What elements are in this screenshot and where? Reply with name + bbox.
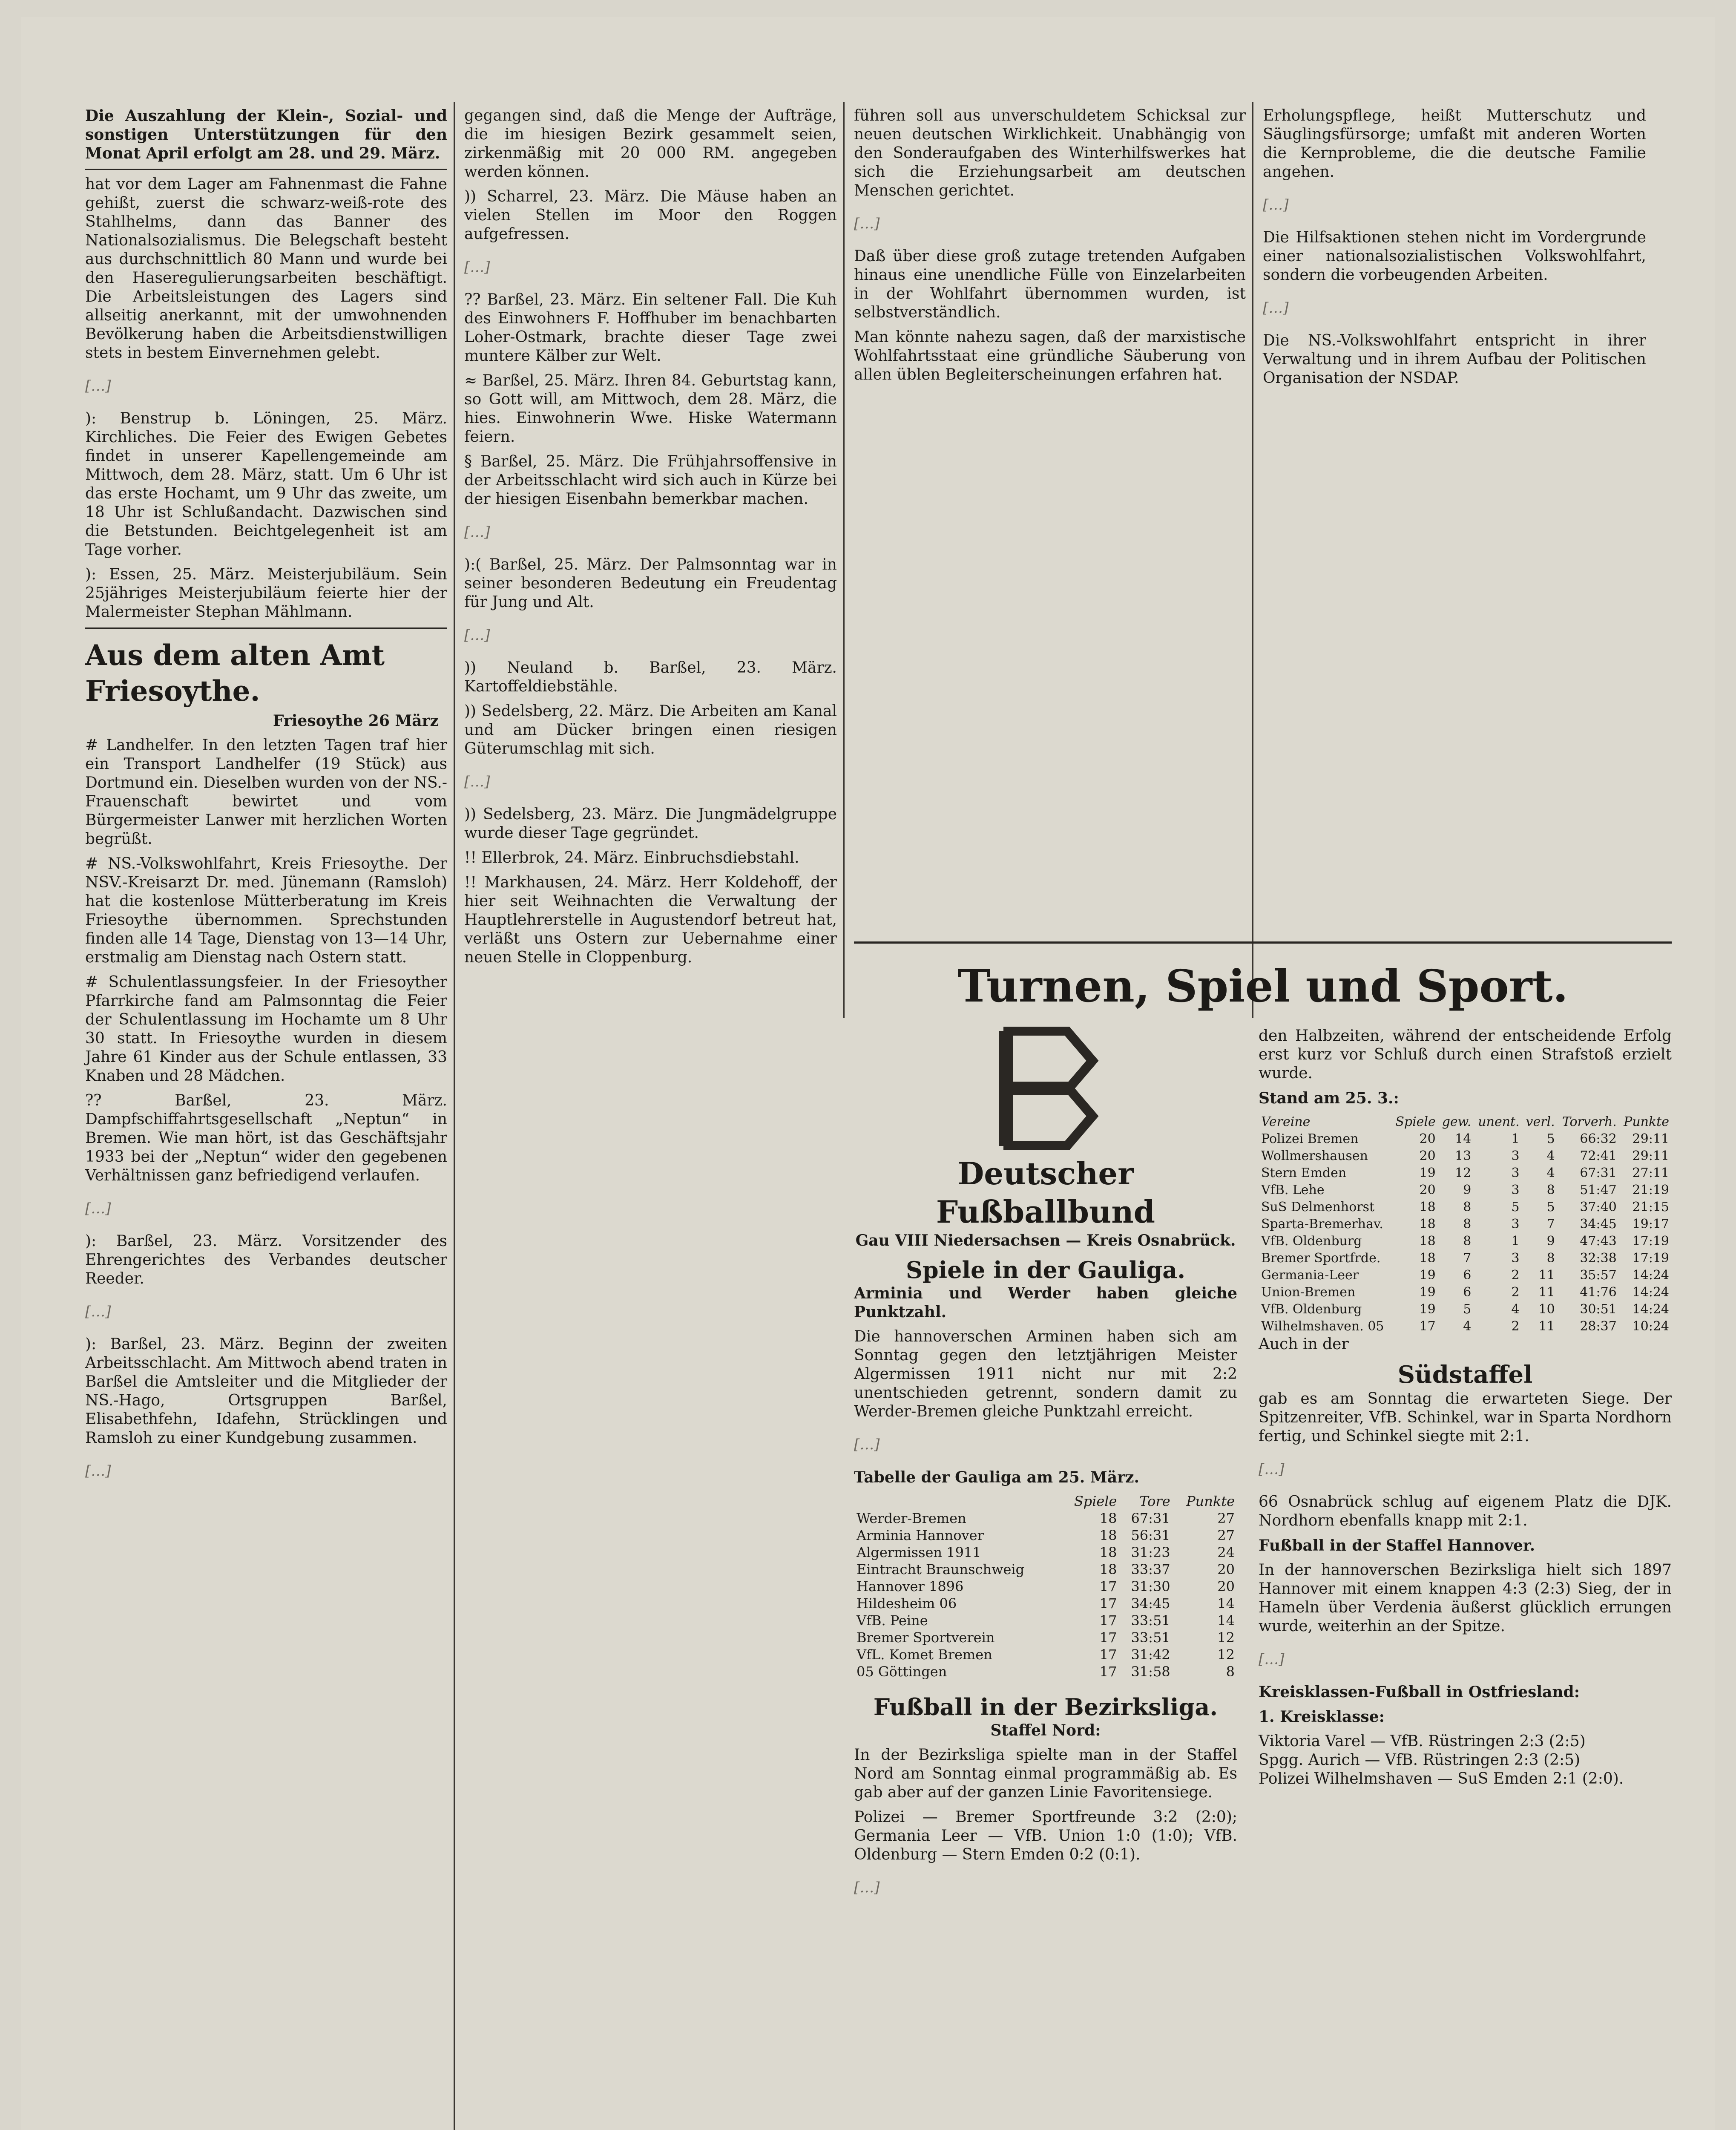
table-cell: VfB. Peine xyxy=(857,1612,928,1629)
table-cell: 67:31 xyxy=(1131,1510,1170,1526)
table-row xyxy=(854,1612,1237,1629)
table-cell: Werder-Bremen xyxy=(857,1510,966,1526)
article-reeder: ): Barßel, 23. März. Vorsitzender des Ehrengerichtes des Verbandes deutscher Reeder. xyxy=(85,1232,447,1287)
table-cell: 18 xyxy=(1099,1561,1117,1577)
table-cell: 20 xyxy=(1419,1148,1436,1163)
table-cell: 6 xyxy=(1463,1268,1472,1283)
table-header-cell: gew. xyxy=(1442,1114,1472,1129)
table-cell: 11 xyxy=(1538,1319,1555,1334)
standings-table xyxy=(1259,1114,1672,1335)
table-cell: 18 xyxy=(1419,1200,1436,1215)
table-cell: 14 xyxy=(1455,1131,1472,1146)
article-seltener-fall: ?? Barßel, 23. März. Ein seltener Fall. Die Kuh des Einwohners F. Hoffhuber im benachbarten Loher-Ostmark, brachte dieser Tage zwei muntere Kälber zur Welt. xyxy=(464,291,837,365)
table-cell: VfB. Oldenburg xyxy=(1261,1234,1362,1249)
table-row xyxy=(1259,1318,1672,1335)
table-cell: 19 xyxy=(1419,1285,1436,1300)
article-text: Die NS.-Volkswohlfahrt entspricht in ihrer Verwaltung und in ihrem Aufbau der Politischen Organisation der NSDAP. xyxy=(1263,332,1646,387)
table-cell: Union-Bremen xyxy=(1261,1285,1356,1300)
suedstaffel-text: gab es am Sonntag die erwarteten Siege. Der Spitzenreiter, VfB. Schinkel, war in Sparta Nordhorn fertig, und Schinkel siegte mit 2:1. xyxy=(1259,1390,1672,1445)
table-cell: 41:76 xyxy=(1580,1285,1617,1300)
table-cell: 5 xyxy=(1511,1200,1520,1215)
illegible-text: […] xyxy=(1263,196,1289,213)
table-row xyxy=(854,1595,1237,1612)
table-cell: 20 xyxy=(1217,1578,1235,1595)
standings-note: Auch in der xyxy=(1259,1336,1349,1353)
column-2 xyxy=(464,106,837,973)
table-cell: 3 xyxy=(1511,1148,1520,1163)
illegible-text: […] xyxy=(464,773,490,790)
table-header-row xyxy=(1259,1114,1672,1131)
table-cell: 2 xyxy=(1511,1285,1520,1300)
table-cell: 4 xyxy=(1546,1148,1555,1163)
column-3 xyxy=(854,106,1246,390)
suedstaffel-title: Südstaffel xyxy=(1397,1361,1533,1389)
article-geburtstag: ≈ Barßel, 25. März. Ihren 84. Geburtstag kann, so Gott will, am Mittwoch, dem 28. März, die hies. Einwohnerin Wwe. Hiske Watermann feiern. xyxy=(464,372,837,446)
table-cell: 19 xyxy=(1419,1166,1436,1180)
article-essen: ): Essen, 25. März. Meisterjubiläum. Sein 25jähriges Meisterjubiläum feierte hier der Malermeister Stephan Mählmann. xyxy=(85,566,447,621)
section-title: Aus dem alten Amt Friesoythe. xyxy=(85,639,385,708)
table-cell: 30:51 xyxy=(1580,1302,1617,1317)
table-cell: 3 xyxy=(1511,1251,1520,1266)
table-header-cell xyxy=(854,1493,1062,1510)
table-cell: 1 xyxy=(1511,1234,1520,1249)
table-cell: 31:58 xyxy=(1131,1664,1170,1680)
table-header-cell: unent. xyxy=(1478,1114,1520,1129)
table-cell: 19 xyxy=(1419,1268,1436,1283)
table-cell: 9 xyxy=(1463,1183,1472,1197)
table-cell: 20 xyxy=(1419,1183,1436,1197)
dfb-title: Deutscher Fußballbund xyxy=(936,1155,1155,1230)
bezirksliga-title: Fußball in der Bezirksliga. xyxy=(873,1693,1218,1721)
gau-line: Gau VIII Niedersachsen — Kreis Osnabrück. xyxy=(855,1232,1236,1249)
article-text: führen soll aus unverschuldetem Schicksal zur neuen deutschen Wirklichkeit. Unabhängig von den Sonderaufgaben des Winterhilfswerkes hat sich die Erziehungsarbeit am deutschen Menschen gerichtet. xyxy=(854,107,1246,199)
table-cell: 17 xyxy=(1099,1646,1117,1663)
table-cell: 8 xyxy=(1463,1234,1472,1249)
table-cell: 05 Göttingen xyxy=(857,1664,947,1680)
newspaper-page xyxy=(21,17,1715,2130)
ostfriesland-title: Kreisklassen-Fußball in Ostfriesland: xyxy=(1259,1683,1580,1701)
illegible-text: […] xyxy=(1259,1461,1285,1478)
article-arbeitsschlacht: ): Barßel, 23. März. Beginn der zweiten Arbeitsschlacht. Am Mittwoch abend traten in Barßel die Amtsleiter und die Mitglieder der NS.-Hago, Ortsgruppen Barßel, Elisabethfehn, Idafehn, Strücklingen und Ramsloh zu einer Kundgebung zusammen. xyxy=(85,1336,447,1447)
bezirksliga-text: In der Bezirksliga spielte man in der Staffel Nord am Sonntag einmal programmäßig ab. Es gab aber auf der ganzen Linie Favoritensiege. xyxy=(854,1746,1237,1801)
column-rule xyxy=(454,102,455,2130)
illegible-text: […] xyxy=(85,377,111,394)
table-cell: 17 xyxy=(1099,1629,1117,1646)
column-4 xyxy=(1263,106,1646,394)
table-cell: Eintracht Braunschweig xyxy=(857,1561,1025,1577)
table-cell: 8 xyxy=(1463,1217,1472,1232)
table-header-cell: Torverh. xyxy=(1562,1114,1617,1129)
article-text: Erholungspflege, heißt Mutterschutz und Säuglingsfürsorge; umfaßt mit anderen Worten die Kernprobleme, die die deutsche Familie angehen. xyxy=(1263,107,1646,181)
table-row xyxy=(854,1544,1237,1561)
table-cell: 7 xyxy=(1546,1217,1555,1232)
illegible-text: […] xyxy=(464,259,490,276)
table-row xyxy=(1259,1216,1672,1233)
table-cell: 4 xyxy=(1511,1302,1520,1317)
table-cell: 2 xyxy=(1511,1319,1520,1334)
article-palmsonntag: ):( Barßel, 25. März. Der Palmsonntag war in seiner besonderen Bedeutung ein Freudentag für Jung und Alt. xyxy=(464,556,837,611)
table-cell: Bremer Sportverein xyxy=(857,1629,995,1646)
table-row xyxy=(854,1510,1237,1527)
table-cell: 34:45 xyxy=(1131,1595,1170,1612)
column-rule xyxy=(843,102,845,1018)
table-row xyxy=(1259,1148,1672,1165)
table-cell: Sparta-Bremerhav. xyxy=(1261,1217,1383,1232)
table-header-cell: verl. xyxy=(1526,1114,1555,1129)
table-header-cell: Spiele xyxy=(1395,1114,1436,1129)
table-cell: 14:24 xyxy=(1632,1302,1669,1317)
table-row xyxy=(854,1646,1237,1663)
table-cell: 20 xyxy=(1419,1131,1436,1146)
table-row xyxy=(1259,1267,1672,1284)
notice-payment: Die Auszahlung der Klein-, Sozial- und sonstigen Unterstützungen für den Monat April erfolgt am 28. und 29. März. xyxy=(85,107,447,162)
table-row xyxy=(1259,1250,1672,1267)
illegible-text: […] xyxy=(85,1200,111,1217)
table-row xyxy=(1259,1131,1672,1148)
table-cell: 34:45 xyxy=(1580,1217,1617,1232)
table-cell: 14:24 xyxy=(1632,1285,1669,1300)
sport-rule xyxy=(854,941,1672,944)
table-cell: 17:19 xyxy=(1632,1234,1669,1249)
article-neuland: )) Neuland b. Barßel, 23. März. Kartoffeldiebstähle. xyxy=(464,659,837,695)
table-cell: 3 xyxy=(1511,1166,1520,1180)
table-cell: Hannover 1896 xyxy=(857,1578,964,1595)
table-header-cell: Punkte xyxy=(1624,1114,1669,1129)
illegible-text: […] xyxy=(854,1436,880,1453)
table-cell: VfB. Oldenburg xyxy=(1261,1302,1362,1317)
table-cell: 27:11 xyxy=(1632,1166,1669,1180)
table-cell: 7 xyxy=(1463,1251,1472,1266)
divider xyxy=(85,627,447,629)
ostfriesland-subtitle: 1. Kreisklasse: xyxy=(1259,1708,1385,1726)
table-cell: 3 xyxy=(1511,1183,1520,1197)
illegible-text: […] xyxy=(464,627,490,644)
table-cell: 18 xyxy=(1419,1234,1436,1249)
table-cell: 14:24 xyxy=(1632,1268,1669,1283)
article-ellerbrok: !! Ellerbrok, 24. März. Einbruchsdiebstahl. xyxy=(464,849,799,866)
bezirksliga-results: Polizei — Bremer Sportfreunde 3:2 (2:0); Germania Leer — VfB. Union 1:0 (1:0); VfB. Oldenburg — Stern Emden 0:2 (0:1). xyxy=(854,1808,1237,1863)
article-text: gegangen sind, daß die Menge der Aufträge, die im hiesigen Bezirk gesammelt seien, zirkenmäßig mit 20 000 RM. angegeben werden können. xyxy=(464,107,837,181)
table-cell: 33:51 xyxy=(1131,1629,1170,1646)
table-cell: 29:11 xyxy=(1632,1148,1669,1163)
gauliga-table-caption: Tabelle der Gauliga am 25. März. xyxy=(854,1468,1139,1486)
table-cell: 17 xyxy=(1099,1664,1117,1680)
article-sedelsberg-kanal: )) Sedelsberg, 22. März. Die Arbeiten am Kanal und am Dücker bringen einen riesigen Güterumschlag mit sich. xyxy=(464,702,837,757)
gauliga-text: Die hannoverschen Arminen haben sich am Sonntag gegen den letztjährigen Meister Algermissen 1911 nicht nur mit 2:2 unentschieden getrennt, sondern damit zu Werder-Bremen gleiche Punktzahl erreicht. xyxy=(854,1328,1237,1420)
table-cell: 67:31 xyxy=(1580,1166,1617,1180)
table-cell: 56:31 xyxy=(1131,1527,1170,1543)
table-cell: 27 xyxy=(1217,1510,1235,1526)
table-cell: 24 xyxy=(1217,1544,1235,1560)
article-landhelfer: # Landhelfer. In den letzten Tagen traf hier ein Transport Landhelfer (19 Stück) aus Dortmund ein. Dieselben wurden von der NS.-Frauenschaft bewirtet und vom Bürgermeister Lanwer mit herzlichen Worten begrüßt. xyxy=(85,737,447,848)
table-row xyxy=(854,1527,1237,1544)
table-cell: 17 xyxy=(1099,1612,1117,1629)
table-cell: 9 xyxy=(1546,1234,1555,1249)
table-row xyxy=(854,1663,1237,1680)
table-cell: 18 xyxy=(1419,1217,1436,1232)
table-cell: 51:47 xyxy=(1580,1183,1617,1197)
sport-right-column xyxy=(1259,1027,1672,1794)
table-header-cell: Tore xyxy=(1139,1493,1170,1509)
table-cell: 19:17 xyxy=(1632,1217,1669,1232)
table-cell: 20 xyxy=(1217,1561,1235,1577)
table-cell: 18 xyxy=(1099,1510,1117,1526)
table-header-row xyxy=(854,1493,1237,1510)
table-cell: 35:57 xyxy=(1580,1268,1617,1283)
article-benstrup: ): Benstrup b. Löningen, 25. März. Kirchliches. Die Feier des Ewigen Gebetes findet in unserer Kapellengemeinde am Mittwoch, dem 28. März, statt. Um 6 Uhr ist das erste Hochamt, um 9 Uhr das zweite, um 18 Uhr ist Schlußandacht. Dazwischen sind die Betstunden. Beichtgelegenheit ist am Tage vorher. xyxy=(85,410,447,558)
table-cell: 11 xyxy=(1538,1268,1555,1283)
table-cell: 29:11 xyxy=(1632,1131,1669,1146)
table-cell: 12 xyxy=(1217,1629,1235,1646)
table-cell: 5 xyxy=(1546,1131,1555,1146)
table-cell: 17 xyxy=(1419,1319,1436,1334)
illegible-text: […] xyxy=(1259,1651,1285,1668)
table-cell: VfL. Komet Bremen xyxy=(857,1646,992,1663)
table-header-cell: Punkte xyxy=(1186,1493,1235,1509)
table-cell: 18 xyxy=(1419,1251,1436,1266)
table-cell: VfB. Lehe xyxy=(1261,1183,1325,1197)
article-nsv: # NS.-Volkswohlfahrt, Kreis Friesoythe. Der NSV.-Kreisarzt Dr. med. Jünemann (Ramsloh) hat die kostenlose Mütterberatung im Kreis Friesoythe übernommen. Sprechstunden finden alle 14 Tage, Dienstag von 13—14 Uhr, erstmalig am Dienstag nach Ostern statt. xyxy=(85,855,447,966)
article-scharrel: )) Scharrel, 23. März. Die Mäuse haben an vielen Stellen im Moor den Roggen aufgefressen. xyxy=(464,188,837,243)
table-cell: 18 xyxy=(1099,1544,1117,1560)
gauliga-title: Spiele in der Gauliga. xyxy=(905,1256,1186,1284)
table-cell: 72:41 xyxy=(1580,1148,1617,1163)
table-cell: 4 xyxy=(1546,1166,1555,1180)
ostfriesland-result: Polizei Wilhelmshaven — SuS Emden 2:1 (2:0). xyxy=(1259,1770,1624,1787)
table-cell: Hildesheim 06 xyxy=(857,1595,957,1612)
bezirksliga-subtitle: Staffel Nord: xyxy=(990,1721,1101,1739)
hannover-title: Fußball in der Staffel Hannover. xyxy=(1259,1537,1535,1554)
table-cell: 12 xyxy=(1455,1166,1472,1180)
article-text: Die Hilfsaktionen stehen nicht im Vordergrunde einer nationalsozialistischen Volkswohlfahrt, sondern die vorbeugenden Arbeiten. xyxy=(1263,229,1646,284)
table-cell: 5 xyxy=(1546,1200,1555,1215)
table-cell: 17 xyxy=(1099,1578,1117,1595)
table-cell: 21:15 xyxy=(1632,1200,1669,1215)
table-cell: 28:37 xyxy=(1580,1319,1617,1334)
table-cell: 33:51 xyxy=(1131,1612,1170,1629)
standings-caption: Stand am 25. 3.: xyxy=(1259,1089,1399,1107)
table-cell: 19 xyxy=(1419,1302,1436,1317)
table-cell: 14 xyxy=(1217,1595,1235,1612)
table-row xyxy=(1259,1165,1672,1182)
table-cell: 6 xyxy=(1463,1285,1472,1300)
column-1 xyxy=(85,106,447,1494)
table-cell: 31:30 xyxy=(1131,1578,1170,1595)
sport-left-column xyxy=(854,1027,1237,1911)
table-cell: Wollmershausen xyxy=(1261,1148,1368,1163)
sport-intro: den Halbzeiten, während der entscheidende Erfolg erst kurz vor Schluß durch einen Strafstoß erzielt wurde. xyxy=(1259,1027,1672,1082)
table-cell: 47:43 xyxy=(1580,1234,1617,1249)
table-cell: 8 xyxy=(1546,1183,1555,1197)
article-text: Daß über diese groß zutage tretenden Aufgaben hinaus eine unendliche Fülle von Einzelarbeiten in der Wohlfahrt übernommen wurden, ist selbstverständlich. xyxy=(854,248,1246,321)
ostfriesland-result: Spgg. Aurich — VfB. Rüstringen 2:3 (2:5) xyxy=(1259,1751,1581,1769)
illegible-text: […] xyxy=(854,1879,880,1896)
article-neptun: ?? Barßel, 23. März. Dampfschiffahrtsgesellschaft „Neptun“ in Bremen. Wie man hört, ist das Geschäftsjahr 1933 bei der „Neptun“ wider den gegebenen Verhältnissen ganz befriedigend verlaufen. xyxy=(85,1092,447,1184)
table-cell: 8 xyxy=(1463,1200,1472,1215)
table-cell: 31:23 xyxy=(1131,1544,1170,1560)
article-text: Man könnte nahezu sagen, daß der marxistische Wohlfahrtsstaat eine gründliche Säuberung von allen üblen Begleiterscheinungen erfahren hat. xyxy=(854,328,1246,383)
table-cell: 10:24 xyxy=(1632,1319,1669,1334)
divider xyxy=(85,169,447,170)
illegible-text: […] xyxy=(85,1303,111,1320)
illegible-text: […] xyxy=(1263,299,1289,317)
table-cell: 37:40 xyxy=(1580,1200,1617,1215)
table-cell: Germania-Leer xyxy=(1261,1268,1359,1283)
table-cell: 27 xyxy=(1217,1527,1235,1543)
osnabrueck-text: 66 Osnabrück schlug auf eigenem Platz die DJK. Nordhorn ebenfalls knapp mit 2:1. xyxy=(1259,1493,1672,1529)
table-cell: 3 xyxy=(1511,1217,1520,1232)
gauliga-table xyxy=(854,1493,1237,1680)
table-cell: 32:38 xyxy=(1580,1251,1617,1266)
table-cell: 13 xyxy=(1455,1148,1472,1163)
table-row xyxy=(1259,1182,1672,1199)
table-cell: SuS Delmenhorst xyxy=(1261,1200,1375,1215)
ostfriesland-result: Viktoria Varel — VfB. Rüstringen 2:3 (2:5) xyxy=(1259,1733,1586,1750)
table-header-cell: Spiele xyxy=(1074,1493,1117,1509)
table-cell: 4 xyxy=(1463,1319,1472,1334)
table-cell: Bremer Sportfrde. xyxy=(1261,1251,1381,1266)
table-header-cell: Vereine xyxy=(1261,1114,1311,1129)
article-jungmaedel: )) Sedelsberg, 23. März. Die Jungmädelgruppe wurde dieser Tage gegründet. xyxy=(464,806,837,842)
article-fruehjahrsoffensive: § Barßel, 25. März. Die Frühjahrsoffensive in der Arbeitsschlacht wird sich auch in Kürze bei der hiesigen Eisenbahn bemerkbar machen. xyxy=(464,453,837,508)
table-cell: Wilhelmshaven. 05 xyxy=(1261,1319,1384,1334)
table-cell: 17 xyxy=(1099,1595,1117,1612)
table-cell: 5 xyxy=(1463,1302,1472,1317)
table-row xyxy=(854,1561,1237,1578)
table-cell: 21:19 xyxy=(1632,1183,1669,1197)
table-cell: 1 xyxy=(1511,1131,1520,1146)
table-cell: 66:32 xyxy=(1580,1131,1617,1146)
table-cell: Polizei Bremen xyxy=(1261,1131,1359,1146)
dfb-logo-icon xyxy=(982,1027,1109,1150)
column-rule xyxy=(1252,102,1253,1018)
table-cell: Arminia Hannover xyxy=(857,1527,984,1543)
table-cell: 2 xyxy=(1511,1268,1520,1283)
table-cell: 11 xyxy=(1538,1285,1555,1300)
sport-header: Turnen, Spiel und Sport. xyxy=(957,960,1568,1012)
table-row xyxy=(1259,1284,1672,1301)
table-cell: 12 xyxy=(1217,1646,1235,1663)
illegible-text: […] xyxy=(854,215,880,232)
illegible-text: […] xyxy=(85,1462,111,1479)
table-cell: 14 xyxy=(1217,1612,1235,1629)
dateline: Friesoythe 26 März xyxy=(273,712,439,730)
table-cell: 31:42 xyxy=(1131,1646,1170,1663)
gauliga-subtitle: Arminia und Werder haben gleiche Punktzahl. xyxy=(854,1284,1237,1321)
table-cell: 33:37 xyxy=(1131,1561,1170,1577)
table-cell: 18 xyxy=(1099,1527,1117,1543)
table-cell: 8 xyxy=(1226,1664,1235,1680)
illegible-text: […] xyxy=(464,524,490,541)
table-row xyxy=(1259,1233,1672,1250)
table-row xyxy=(1259,1199,1672,1216)
hannover-text: In der hannoverschen Bezirksliga hielt sich 1897 Hannover mit einem knappen 4:3 (2:3) Sieg, der in Hameln über Verdenia äußerst glücklich errungen wurde, weiterhin an der Spitze. xyxy=(1259,1561,1672,1635)
table-row xyxy=(854,1629,1237,1646)
table-row xyxy=(1259,1301,1672,1318)
table-cell: 10 xyxy=(1538,1302,1555,1317)
table-cell: Algermissen 1911 xyxy=(857,1544,981,1560)
table-cell: 8 xyxy=(1546,1251,1555,1266)
article-schulentlassung: # Schulentlassungsfeier. In der Friesoyther Pfarrkirche fand am Palmsonntag die Feier der Schulentlassung im Hochamte um 8 Uhr 30 statt. In Friesoythe wurden in diesem Jahre 61 Kinder aus der Schule entlassen, 33 Knaben und 28 Mädchen. xyxy=(85,973,447,1085)
article-text: hat vor dem Lager am Fahnenmast die Fahne gehißt, zuerst die schwarz-weiß-rote des Stahlhelms, dann das Banner des Nationalsozialismus. Die Belegschaft besteht aus durchschnittlich 80 Mann und wurde bei den Haseregulierungsarbeiten beschäftigt. Die Arbeitsleistungen des Lagers sind allseitig anerkannt, mit der umwohnenden Bevölkerung haben die Arbeitsdienstwilligen stets in bestem Einvernehmen gelebt. xyxy=(85,176,447,362)
article-markhausen: !! Markhausen, 24. März. Herr Koldehoff, der hier seit Weihnachten die Verwaltung der Hauptlehrerstelle in Augustendorf betreut hat, verläßt uns Ostern zur Uebernahme einer neuen Stelle in Cloppenburg. xyxy=(464,874,837,966)
table-row xyxy=(854,1578,1237,1595)
table-cell: Stern Emden xyxy=(1261,1166,1347,1180)
table-cell: 17:19 xyxy=(1632,1251,1669,1266)
